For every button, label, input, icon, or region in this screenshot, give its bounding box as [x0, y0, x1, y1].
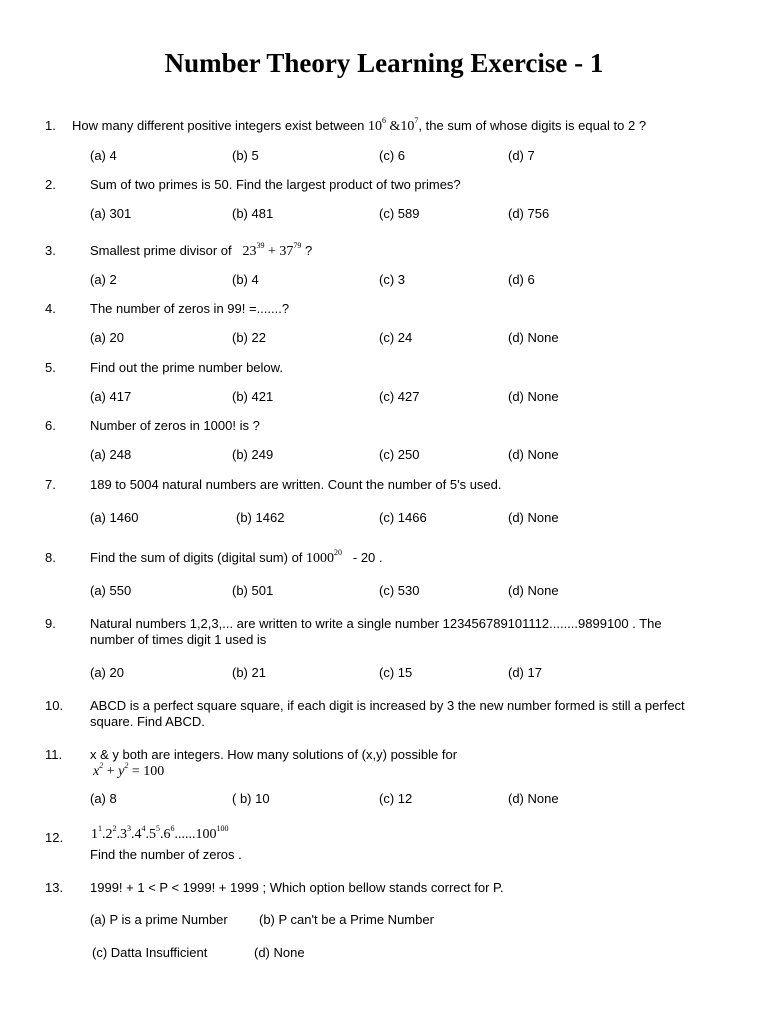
question-number: 6.	[45, 418, 56, 433]
math-var: y	[118, 764, 125, 779]
option-a: (a) 550	[90, 583, 132, 598]
math-exponent: 1	[98, 824, 102, 833]
question-text: The number of zeros in 99! =.......?	[90, 301, 290, 316]
option-c: (c) 530	[379, 583, 420, 598]
math-expression	[306, 548, 343, 566]
question-number: 8.	[45, 550, 56, 565]
option-d: (d) None	[508, 447, 559, 462]
question-text: Find the number of zeros .	[90, 847, 242, 862]
option-b: (b) P can't be a Prime Number	[259, 912, 434, 927]
question-text: Sum of two primes is 50. Find the largest product of two primes?	[90, 177, 461, 192]
math-base: 1	[91, 827, 98, 842]
option-a: (a) P is a prime Number	[90, 912, 228, 927]
option-b: (b) 22	[232, 330, 266, 345]
question-text: 189 to 5004 natural numbers are written. Count the number of 5's used.	[90, 477, 502, 492]
math-expression	[242, 241, 302, 259]
math-exponent: 7	[414, 116, 419, 125]
math-exponent: 39	[256, 241, 265, 250]
option-c: (c) 250	[379, 447, 420, 462]
math-base: 23	[242, 244, 257, 259]
question-number: 9.	[45, 616, 56, 631]
math-exponent: 2	[112, 824, 117, 833]
math-base: ......100	[174, 827, 217, 842]
math-exponent: 4	[141, 824, 146, 833]
option-a: (a) 2	[90, 272, 117, 287]
option-c: (c) 12	[379, 791, 413, 806]
option-d: (d) None	[254, 945, 305, 960]
option-a: (a) 248	[90, 447, 132, 462]
math-exponent: 100	[216, 824, 229, 833]
option-b: (b) 4	[232, 272, 259, 287]
question-text	[90, 549, 730, 567]
math-exponent: 2	[124, 761, 129, 770]
question-text: Number of zeros in 1000! is ?	[90, 418, 260, 433]
option-d: (d) None	[508, 791, 559, 806]
question-number: 5.	[45, 360, 56, 375]
math-exponent: 6	[170, 824, 175, 833]
math-base: .3	[116, 827, 127, 842]
option-b: ( b) 10	[232, 791, 270, 806]
equation	[93, 761, 165, 780]
option-c: (c) 15	[379, 665, 413, 680]
math-operator: = 100	[128, 764, 165, 779]
math-base: 1000	[306, 551, 335, 566]
question-text-part: Find the sum of digits (digital sum) of	[90, 550, 307, 565]
option-d: (d) 6	[508, 272, 535, 287]
question-number: 2.	[45, 177, 56, 192]
question-text-part: How many different positive integers exist between	[72, 118, 369, 133]
option-d: (d) None	[508, 583, 559, 598]
option-d: (d) None	[508, 510, 559, 525]
option-d: (d) 7	[508, 148, 535, 163]
option-c: (c) 1466	[379, 510, 427, 525]
option-a: (a) 4	[90, 148, 117, 163]
option-a: (a) 20	[90, 665, 124, 680]
option-b: (b) 21	[232, 665, 266, 680]
option-c: (c) 24	[379, 330, 413, 345]
option-d: (d) 756	[508, 206, 550, 221]
question-number: 13.	[45, 880, 64, 895]
question-text-line-2: square. Find ABCD.	[90, 714, 205, 729]
question-number: 4.	[45, 301, 56, 316]
option-c: (c) 3	[379, 272, 405, 287]
option-c: (c) 589	[379, 206, 420, 221]
option-b: (b) 501	[232, 583, 274, 598]
math-exponent: 79	[293, 241, 302, 250]
option-b: (b) 481	[232, 206, 274, 221]
question-text-part: ?	[301, 243, 313, 258]
question-text-part: Smallest prime divisor of	[90, 243, 236, 258]
question-number: 11.	[45, 747, 63, 762]
question-text	[72, 117, 712, 135]
math-base: + 37	[264, 244, 294, 259]
math-base: .4	[131, 827, 142, 842]
math-var: x	[93, 764, 100, 779]
option-c: (c) 427	[379, 389, 420, 404]
question-number: 1.	[45, 118, 56, 133]
question-text: 1999! + 1 < P < 1999! + 1999 ; Which option bellow stands correct for P.	[90, 880, 504, 895]
math-exponent: 3	[127, 824, 131, 833]
question-text-line-1: Natural numbers 1,2,3,... are written to write a single number 123456789101112........9899100 . The	[90, 616, 662, 631]
math-operator: +	[103, 764, 119, 779]
question-number: 7.	[45, 477, 56, 492]
option-a: (a) 8	[90, 791, 117, 806]
option-c: (c) Datta Insufficient	[92, 945, 208, 960]
math-base: .6	[160, 827, 171, 842]
math-exponent: 20	[334, 548, 343, 557]
question-text-part: - 20 .	[349, 550, 383, 565]
option-a: (a) 301	[90, 206, 132, 221]
option-c: (c) 6	[379, 148, 405, 163]
option-d: (d) None	[508, 330, 559, 345]
question-number: 3.	[45, 243, 56, 258]
option-b: (b) 1462	[236, 510, 285, 525]
option-a: (a) 417	[90, 389, 132, 404]
math-base: &10	[386, 119, 415, 134]
question-text-line-1: ABCD is a perfect square square, if each digit is increased by 3 the new number formed is still a perfect	[90, 698, 685, 713]
math-exponent: 5	[156, 824, 160, 833]
question-number: 12.	[45, 830, 64, 845]
question-text	[90, 242, 730, 260]
question-text: x & y both are integers. How many solutions of (x,y) possible for	[90, 747, 458, 762]
math-exponent: 6	[382, 116, 387, 125]
question-number: 10.	[45, 698, 64, 713]
math-exponent: 2	[99, 761, 104, 770]
option-d: (d) None	[508, 389, 559, 404]
option-b: (b) 5	[232, 148, 259, 163]
question-text-part: , the sum of whose digits is equal to 2 ?	[418, 118, 647, 133]
question-text: Find out the prime number below.	[90, 360, 283, 375]
page-title: Number Theory Learning Exercise - 1	[164, 48, 604, 78]
product-expression	[91, 826, 229, 843]
math-base: .2	[102, 827, 113, 842]
option-d: (d) 17	[508, 665, 542, 680]
question-text-line-2: number of times digit 1 used is	[90, 632, 267, 647]
math-expression	[368, 116, 419, 134]
math-base: .5	[145, 827, 156, 842]
math-base: 10	[368, 119, 383, 134]
option-a: (a) 20	[90, 330, 124, 345]
option-b: (b) 421	[232, 389, 274, 404]
option-a: (a) 1460	[90, 510, 139, 525]
option-b: (b) 249	[232, 447, 274, 462]
